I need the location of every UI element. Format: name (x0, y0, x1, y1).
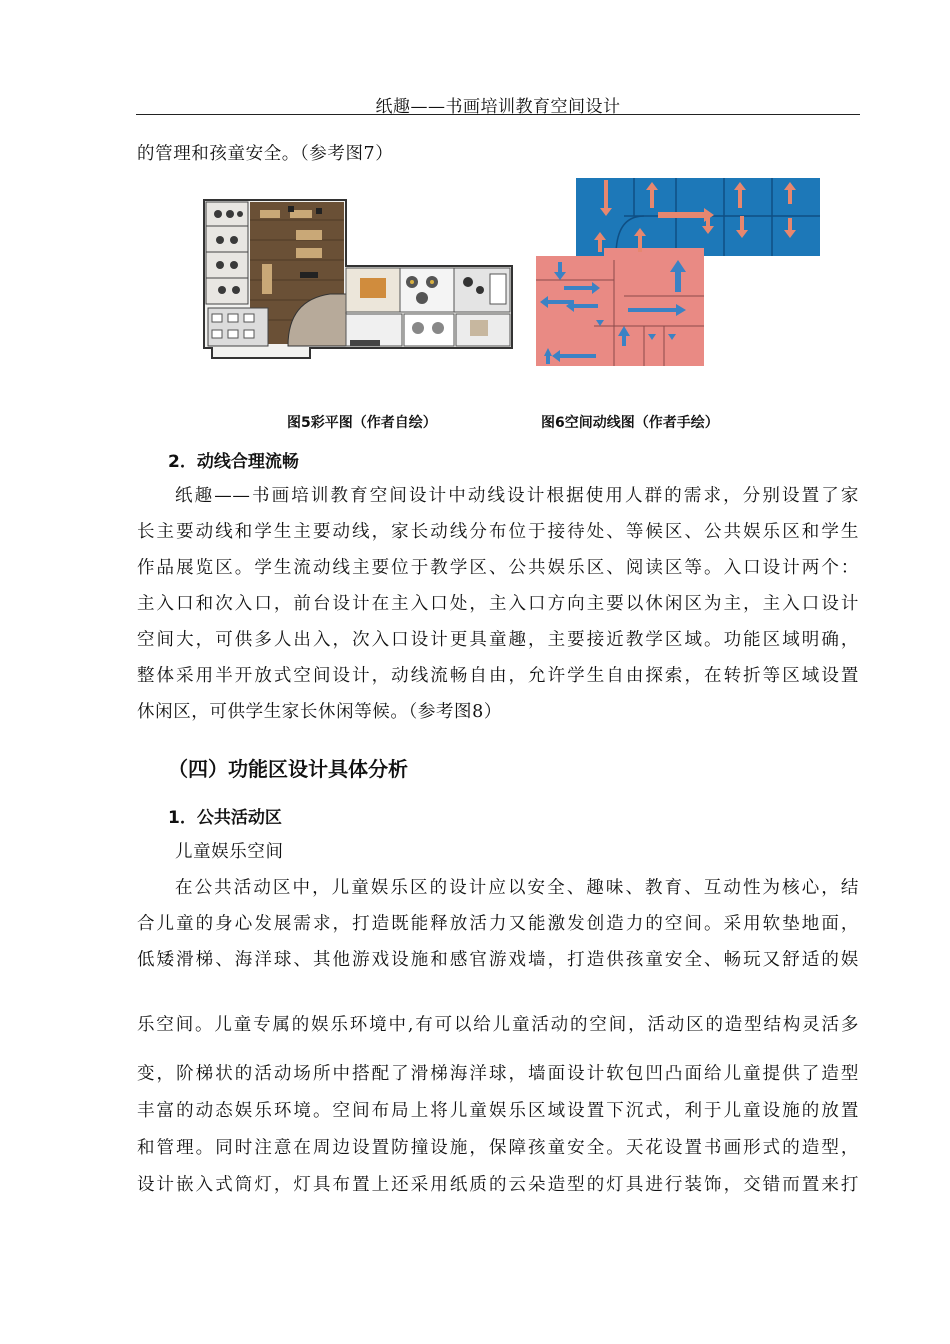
intro-line: 的管理和孩童安全。（参考图7） (137, 144, 394, 164)
circulation-diagram-figure (534, 176, 824, 368)
section4-line-6: 丰富的动态娱乐环境。空间布局上将儿童娱乐区域设置下沉式，利于儿童设施的放置 (137, 1101, 859, 1121)
section2-line-4: 主入口和次入口，前台设计在主入口处，主入口方向主要以休闲区为主，主入口设计 (137, 594, 859, 614)
section4-line-3: 低矮滑梯、海洋球、其他游戏设施和感官游戏墙，打造供孩童安全、畅玩又舒适的娱 (137, 950, 859, 970)
section4-line-2: 合儿童的身心发展需求，打造既能释放活力又能激发创造力的空间。采用软垫地面， (137, 914, 859, 934)
figure6-caption: 图6空间动线图（作者手绘） (541, 415, 719, 431)
header-rule (136, 114, 860, 115)
section2-line-7: 休闲区，可供学生家长休闲等候。（参考图8） (137, 702, 502, 722)
section2-line-2: 长主要动线和学生主要动线，家长动线分布位于接待处、等候区、公共娱乐区和学生 (137, 522, 859, 542)
section2-line-1: 纸趣——书画培训教育空间设计中动线设计根据使用人群的需求，分别设置了家 (175, 486, 859, 506)
subsection1-heading: 1．公共活动区 (168, 808, 282, 828)
running-header: 纸趣——书画培训教育空间设计 (375, 97, 621, 117)
section2-line-3: 作品展览区。学生流动线主要位于教学区、公共娱乐区、阅读区等。入口设计两个： (137, 558, 859, 578)
section4-heading: （四）功能区设计具体分析 (168, 757, 408, 781)
section4-line-4: 乐空间。儿童专属的娱乐环境中,有可以给儿童活动的空间，活动区的造型结构灵活多 (137, 1015, 859, 1035)
section4-line-7: 和管理。同时注意在周边设置防撞设施，保障孩童安全。天花设置书画形式的造型， (137, 1138, 859, 1158)
section2-line-6: 整体采用半开放式空间设计，动线流畅自由，允许学生自由探索，在转折等区域设置 (137, 666, 859, 686)
section4-line-1: 在公共活动区中，儿童娱乐区的设计应以安全、趣味、教育、互动性为核心，结 (175, 878, 859, 898)
section2-line-5: 空间大，可供多人出入，次入口设计更具童趣，主要接近教学区域。功能区域明确， (137, 630, 859, 650)
section4-line-5: 变，阶梯状的活动场所中搭配了滑梯海洋球，墙面设计软包凹凸面给儿童提供了造型 (137, 1064, 859, 1084)
section2-heading: 2．动线合理流畅 (168, 452, 299, 472)
floor-plan-figure (200, 190, 518, 368)
figure5-caption: 图5彩平图（作者自绘） (287, 415, 437, 431)
subsection1-title: 儿童娱乐空间 (175, 842, 284, 862)
section4-line-8: 设计嵌入式筒灯，灯具布置上还采用纸质的云朵造型的灯具进行装饰，交错而置来打 (137, 1175, 859, 1195)
